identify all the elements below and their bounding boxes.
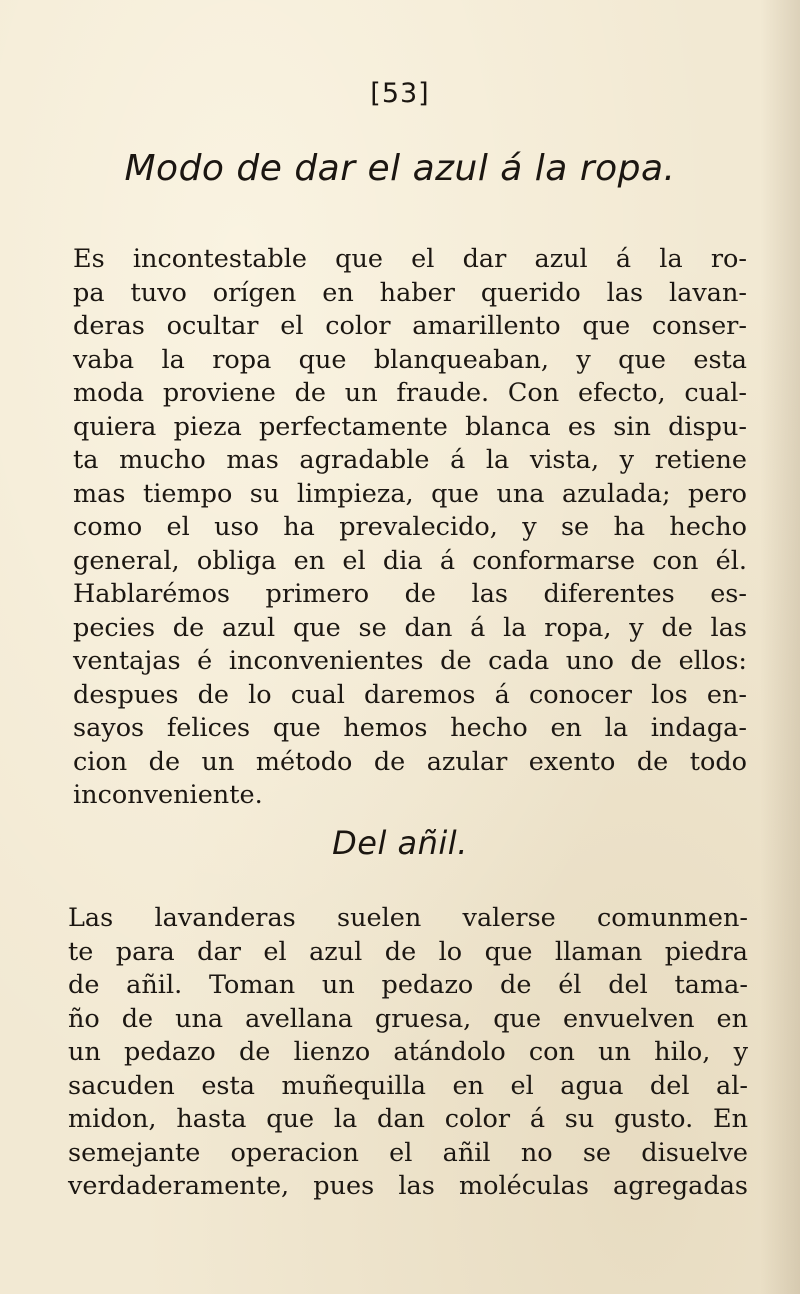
text-line: midon, hasta que la dan color á su gusto. En bbox=[68, 1104, 748, 1134]
text-line: de añil. Toman un pedazo de él del tama- bbox=[68, 970, 748, 1000]
text-line: despues de lo cual daremos á conocer los en- bbox=[73, 679, 747, 710]
text-line: ventajas é inconvenientes de cada uno de ellos: bbox=[73, 646, 747, 676]
paragraph-anil bbox=[68, 902, 748, 1204]
text-line: pecies de azul que se dan á la ropa, y de las bbox=[73, 612, 747, 643]
page-edge-shadow bbox=[760, 0, 800, 1294]
text-line: mas tiempo su limpieza, que una azulada; pero bbox=[73, 478, 747, 509]
text-line: pa tuvo orígen en haber querido las lavan- bbox=[73, 277, 747, 308]
text-line: Es incontestable que el dar azul á la ro- bbox=[73, 244, 747, 274]
text-line: cion de un método de azular exento de todo bbox=[73, 746, 747, 777]
text-line: moda proviene de un fraude. Con efecto, cual- bbox=[73, 378, 747, 408]
text-line: como el uso ha prevalecido, y se ha hecho bbox=[73, 512, 747, 542]
text-line: Hablarémos primero de las diferentes es- bbox=[73, 579, 747, 609]
page-number: [53] bbox=[370, 78, 430, 109]
text-line: vaba la ropa que blanqueaban, y que esta bbox=[73, 344, 747, 375]
text-line: te para dar el azul de lo que llaman piedra bbox=[68, 936, 748, 967]
text-line: sayos felices que hemos hecho en la indaga- bbox=[73, 713, 747, 743]
text-line: ño de una avellana gruesa, que envuelven en bbox=[68, 1003, 748, 1034]
text-line: deras ocultar el color amarillento que conser- bbox=[73, 311, 747, 341]
text-line: sacuden esta muñequilla en el agua del al- bbox=[68, 1070, 748, 1101]
text-line: general, obliga en el dia á conformarse con él. bbox=[73, 545, 747, 576]
text-line: Las lavanderas suelen valerse comunmen- bbox=[68, 903, 748, 933]
text-line: inconveniente. bbox=[73, 780, 263, 810]
paragraph-azul-intro bbox=[73, 243, 747, 813]
text-line: verdaderamente, pues las moléculas agregadas bbox=[68, 1171, 748, 1201]
section-heading-del-anil: Del añil. bbox=[332, 824, 468, 862]
text-line: quiera pieza perfectamente blanca es sin dispu- bbox=[73, 411, 747, 442]
text-line: un pedazo de lienzo atándolo con un hilo, y bbox=[68, 1037, 748, 1067]
text-line: ta mucho mas agradable á la vista, y retiene bbox=[73, 445, 747, 475]
text-line: semejante operacion el añil no se disuelve bbox=[68, 1137, 748, 1168]
section-heading-modo-de-dar-el-azul: Modo de dar el azul á la ropa. bbox=[124, 148, 676, 189]
